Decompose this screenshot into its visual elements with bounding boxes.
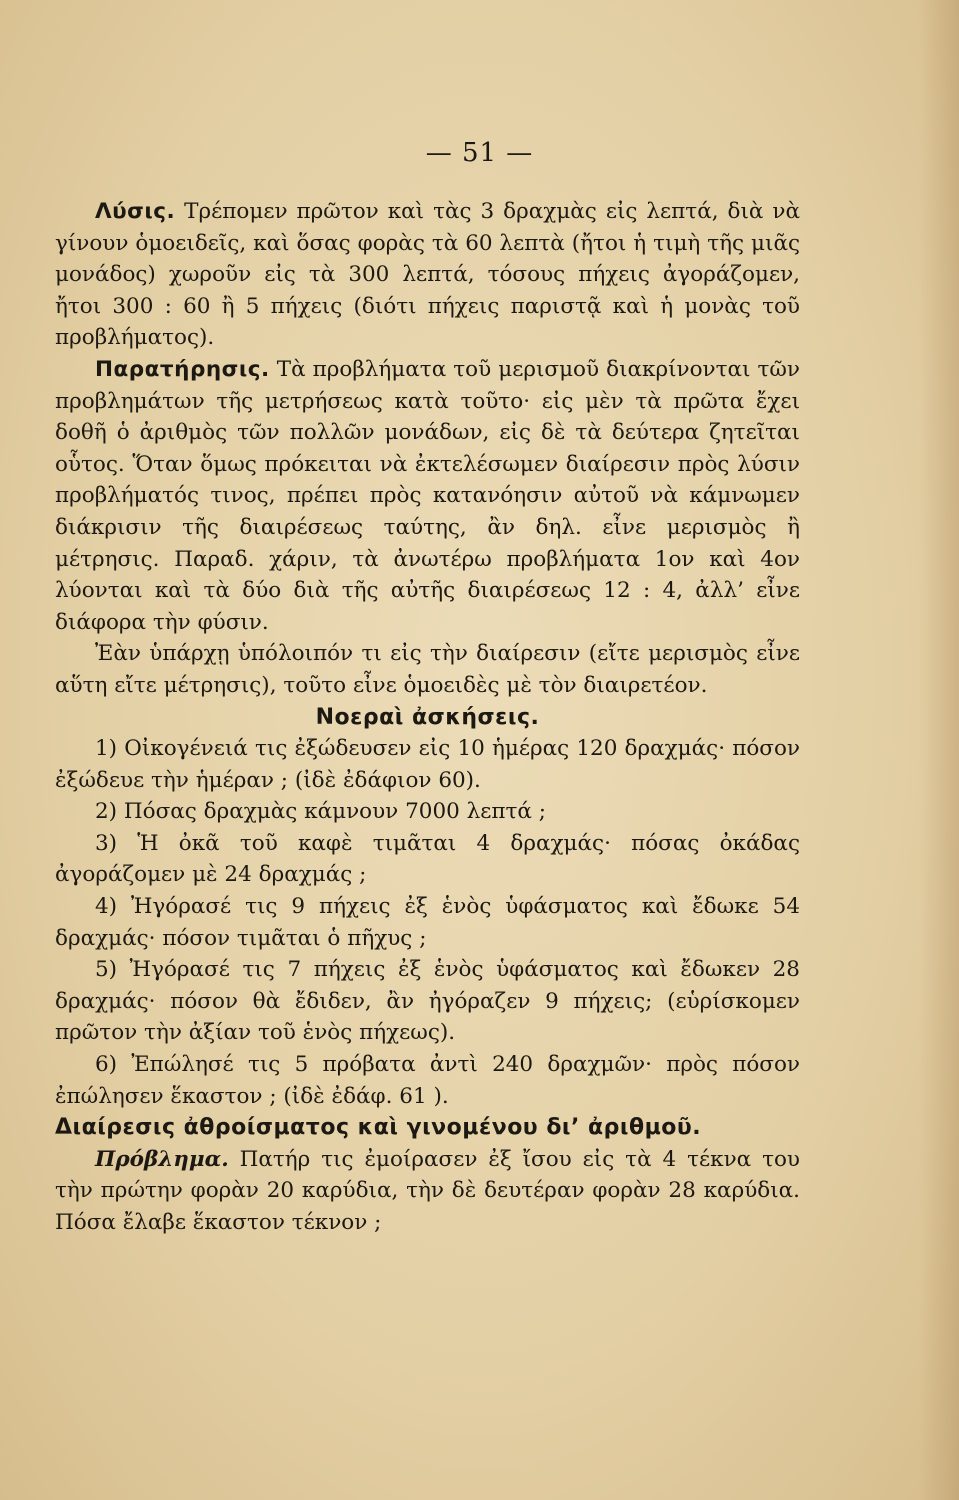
section-heading: Διαίρεσις ἀθροίσματος καὶ γινομένου δι’ ἀριθμοῦ. [55,1115,702,1141]
exercise-item: 4) Ἠγόρασέ τις 9 πήχεις ἐξ ἑνὸς ὑφάσματος καὶ ἔδωκε 54 δραχμάς· πόσον τιμᾶται ὁ πῆχυς ; [55,894,800,951]
page-number: — 51 — [425,138,534,168]
problem-label: Πρόβλημα. [95,1146,229,1172]
remark-text: Τὰ προβλήματα τοῦ μερισμοῦ διακρίνονται τῶν προβλημάτων τῆς μετρήσεως κατὰ τοῦτο· εἰς μὲν τὰ πρῶτα ἔχει δοθῆ ὁ ἀριθμὸς τῶν πολλῶν μονάδων, εἰς δὲ τὰ δεύτερα ζητεῖται οὗτος. Ὅταν ὅμως πρόκειται νὰ ἐκτελέσωμεν διαίρεσιν πρὸς λύσιν προβλήματός τινος, πρέπει πρὸς κατανόησιν αὐτοῦ νὰ κάμνωμεν διάκρισιν τῆς διαιρέσεως ταύτης, ἂν δηλ. εἶνε μερισμὸς ἢ μέτρησις. Παραδ. χάριν, τὰ ἀνωτέρω προβλήματα 1ον καὶ 4ον λύονται καὶ τὰ δύο διὰ τῆς αὐτῆς διαιρέσεως 12 : 4, ἀλλ’ εἶνε διάφορα τὴν φύσιν. [55,356,800,635]
page-edge-stain [919,0,959,1500]
problem-paragraph [55,1144,800,1239]
solution-paragraph [55,196,800,354]
exercise-item: 3) Ἡ ὀκᾶ τοῦ καφὲ τιμᾶται 4 δραχμάς· πόσας ὀκάδας ἀγοράζομεν μὲ 24 δραχμάς ; [55,830,800,888]
remark-paragraph-2: Ἐὰν ὑπάρχῃ ὑπόλοιπόν τι εἰς τὴν διαίρεσιν (εἴτε μερισμὸς εἶνε αὕτη εἴτε μέτρησις), τοῦτο εἶνε ὁμοειδὲς μὲ τὸν διαιρετέον. [55,641,800,698]
remark-label: Παρατήρησις. [95,356,270,382]
problem-text: Πατήρ τις ἐμοίρασεν ἐξ ἴσου εἰς τὰ 4 τέκνα του τὴν πρώτην φορὰν 20 καρύδια, τὴν δὲ δευτέραν φορὰν 28 καρύδια. Πόσα ἔλαβε ἕκαστον τέκνον ; [55,1146,800,1235]
page-body [55,196,800,1239]
exercise-item: 2) Πόσας δραχμὰς κάμνουν 7000 λεπτά ; [95,799,547,825]
exercise-item: 1) Οἰκογένειά τις ἐξώδευσεν εἰς 10 ἡμέρας 120 δραχμάς· πόσον ἐξώδευε τὴν ἡμέραν ; (ἰδὲ ἐδάφιον 60). [55,736,800,793]
remark-paragraph [55,354,800,638]
exercise-item: 6) Ἐπώλησέ τις 5 πρόβατα ἀντὶ 240 δραχμῶν· πρὸς πόσον ἐπώλησεν ἕκαστον ; (ἰδὲ ἐδάφ. 61 ). [55,1052,800,1109]
exercises-heading: Νοεραὶ ἀσκήσεις. [315,704,540,730]
solution-label: Λύσις. [95,199,176,224]
solution-text: Τρέπομεν πρῶτον καὶ τὰς 3 δραχμὰς εἰς λεπτά, διὰ νὰ γίνουν ὁμοειδεῖς, καὶ ὅσας φορὰς τὰ 60 λεπτὰ (ἤτοι ἡ τιμὴ τῆς μιᾶς μονάδος) χωροῦν εἰς τὰ 300 λεπτά, τόσους πήχεις ἀγοράζομεν, ἤτοι 300 : 60 ἢ 5 πήχεις (διότι πήχεις παριστᾷ καὶ ἡ μονὰς τοῦ προβλήματος). [55,199,800,351]
exercise-item: 5) Ἠγόρασέ τις 7 πήχεις ἐξ ἑνὸς ὑφάσματος καὶ ἔδωκεν 28 δραχμάς· πόσον θὰ ἔδιδεν, ἂν ἠγόραζεν 9 πήχεις; (εὑρίσκομεν πρῶτον τὴν ἀξίαν τοῦ ἑνὸς πήχεως). [55,957,800,1046]
